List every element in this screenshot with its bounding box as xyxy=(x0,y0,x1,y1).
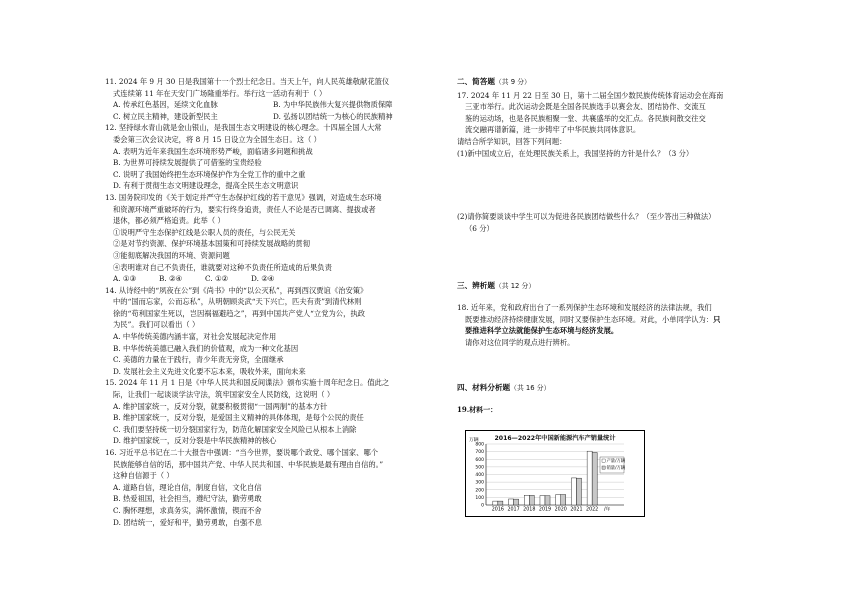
legend-label: 销量/万辆 xyxy=(606,466,626,471)
x-tick-label: 2017 xyxy=(507,507,520,513)
section-title: 二、简答题 xyxy=(457,77,495,86)
question-18 xyxy=(457,302,802,348)
y-tick-label: 200 xyxy=(475,488,484,494)
question-stem: 11. 2024 年 9 月 30 日是我国第十一个烈士纪念日。当天上午，向人民英雄敬献花篮仪 xyxy=(105,77,390,86)
option-c: C. 树立民主精神，建设新型民主 xyxy=(113,111,218,121)
sub-question-1: (1)新中国成立后，在处理民族关系上，我国坚持的方针是什么？（3 分） xyxy=(457,148,694,158)
question-claim: 要推进科学立法就能保护生态环境与经济发展。 xyxy=(465,326,619,336)
question-14 xyxy=(105,285,450,378)
option-d: D. ②④ xyxy=(251,274,275,284)
section-heading xyxy=(457,280,802,293)
option-d: D. 弘扬以团结统一为核心的民族精神 xyxy=(273,111,393,121)
question-stem: 鉴的运动场，也是各民族相聚一堂、共襄盛举的交汇点。各民族间散交往交 xyxy=(465,113,706,123)
option-a: A. 道路自信，理论自信，制度自信，文化自信 xyxy=(113,482,262,492)
bar-production xyxy=(556,495,561,505)
y-axis-label: 万辆 xyxy=(469,438,479,443)
chart-title: 2016—2022年中国新能源汽车产销量统计 xyxy=(494,435,616,442)
statement-1: ①说明严守生态保护红线是公职人员的责任，与公民无关 xyxy=(113,227,296,237)
x-tick-label: 2021 xyxy=(570,507,583,513)
question-stem: 际，让我们一起谈谈学法守法，筑牢国家安全人民防线，这说明（ ） xyxy=(113,390,335,400)
option-a: A. 维护国家统一，反对分裂，就要积极贯彻“一国两制”的基本方针 xyxy=(113,401,328,411)
x-tick-label: 2019 xyxy=(538,507,552,513)
question-stem: 13. 国务院印发的《关于划定并严守生态保护红线的若干意见》强调，对造成生态环境 xyxy=(105,192,382,202)
bar-sales xyxy=(561,495,566,505)
option-a: A. ①③ xyxy=(113,274,136,284)
option-c: C. ①② xyxy=(205,274,229,284)
question-16 xyxy=(105,447,450,528)
option-d: D. 发展社会主义先进文化要不忘本来，吸收外来，面向未来 xyxy=(113,366,306,376)
question-stem: 这种自信源于（ ） xyxy=(113,471,174,481)
bar-sales xyxy=(545,496,550,505)
chart-svg xyxy=(466,431,644,516)
y-tick-label: 400 xyxy=(475,473,484,479)
question-stem: 三亚市举行。此次运动会既是全国各民族选手以赛会友、团结协作、交流互 xyxy=(465,102,706,112)
stem-emphasis: 只 xyxy=(713,314,721,324)
section-heading xyxy=(457,382,802,395)
legend-swatch xyxy=(602,466,605,469)
option-b: B. ②④ xyxy=(159,274,183,284)
x-tick-label: 2022 xyxy=(586,507,599,513)
question-17 xyxy=(457,90,802,235)
y-tick-label: 500 xyxy=(475,465,484,471)
option-b: B. 维护国家统一，反对分裂，是爱国主义精神的具体体现，是每个公民的责任 xyxy=(113,413,364,423)
y-tick-label: 0 xyxy=(481,503,484,509)
question-stem: 为民”。我们可以看出（ ） xyxy=(113,320,200,330)
section-title: 三、辨析题 xyxy=(457,281,495,291)
question-stem xyxy=(457,314,802,326)
option-c: C. 说明了我国始终把生态环境保护作为全党工作的重中之重 xyxy=(113,169,306,179)
bar-sales xyxy=(576,478,581,505)
question-stem: 16. 习近平总书记在二十大报告中强调：“当今世界，要说哪个政党、哪个国家、哪个 xyxy=(105,448,379,457)
option-a: A. 中华传统美德内涵丰富，对社会发展起决定作用 xyxy=(113,332,277,342)
bar-sales xyxy=(592,452,597,505)
option-a: A. 表明为近年来我国生态环境形势严峻，面临诸多问题和挑战 xyxy=(113,146,313,156)
x-tick-label: 2018 xyxy=(523,507,536,513)
statement-4: ④表明谁对自己不负责任，谁就要对这种不负责任所造成的后果负责 xyxy=(113,262,332,272)
question-lead: 请结合所学知识，回答下列问题： xyxy=(457,136,567,146)
question-stem: 退休，都必须严格追责。此举（ ） xyxy=(113,216,225,226)
legend-swatch xyxy=(602,459,605,462)
bar-production xyxy=(571,478,576,505)
bar-production xyxy=(509,499,514,505)
statement-3: ③能彻底解决我国的环境、资源问题 xyxy=(113,250,230,260)
stem-text: 既要推动经济持续健康发展，同时又要保护生态环境。对此，小单同学认为： xyxy=(465,314,714,324)
question-stem: 徐的“苟利国家生死以，岂因祸福避趋之”，再到中国共产党人“立党为公，执政 xyxy=(113,308,365,318)
section-heading xyxy=(457,76,802,89)
question-stem: 17. 2024 年 11 月 22 日至 30 日，第十二届全国少数民族传统体育运动会在海南 xyxy=(457,90,724,100)
question-stem: 12. 坚持绿水青山就是金山银山，是我国生态文明建设的核心理念。十四届全国人大常 xyxy=(105,123,382,133)
y-tick-label: 700 xyxy=(475,450,484,456)
question-13 xyxy=(105,192,450,285)
section-points: （共 16 分） xyxy=(510,384,551,393)
bar-sales xyxy=(514,499,519,505)
answer-space xyxy=(457,159,802,211)
right-column xyxy=(457,76,802,416)
sales-chart xyxy=(465,430,645,517)
x-axis-unit: /年 xyxy=(604,507,611,513)
option-c: C. 美德的力量在于践行，青少年责无旁贷，全面继承 xyxy=(113,355,284,365)
left-column xyxy=(105,76,450,528)
option-d: D. 有利于贯彻生态文明建设理念，提高全民生态文明意识 xyxy=(113,181,299,191)
y-tick-label: 600 xyxy=(475,457,484,463)
bar-production xyxy=(587,451,592,505)
sub-question-2: (2)请你简要谈谈中学生可以为促进各民族团结做些什么？（至少答出三种做法） xyxy=(457,212,716,222)
option-b: B. 中华传统美德已融入我们的价值观，成为一种文化基因 xyxy=(113,343,299,353)
material-label: 19.材料一： xyxy=(457,404,498,414)
y-tick-label: 100 xyxy=(475,495,484,501)
option-d: D. 维护国家统一，反对分裂是中华民族精神的核心 xyxy=(113,436,277,446)
question-12 xyxy=(105,122,450,192)
answer-space xyxy=(457,234,802,280)
section-points: （共 9 分） xyxy=(494,78,531,86)
x-tick-label: 2020 xyxy=(554,507,567,513)
bar-sales xyxy=(498,501,503,505)
option-d: D. 团结统一，爱好和平，勤劳勇敢，自强不息 xyxy=(113,517,262,527)
option-a: A. 传承红色基因，延续文化血脉 xyxy=(113,100,218,110)
question-stem: 流交融再谱新篇，进一步铸牢了中华民族共同体意识。 xyxy=(465,125,641,135)
bar-production xyxy=(524,495,529,505)
question-15 xyxy=(105,377,450,447)
legend-label: 产量/万辆 xyxy=(606,459,626,464)
option-c: C. 我们要坚持统一切分裂国家行为，防范化解国家安全风险已从根本上消除 xyxy=(113,424,357,434)
option-c: C. 胸怀理想，求真务实，满怀激情，锲而不舍 xyxy=(113,505,262,515)
bar-production xyxy=(540,496,545,505)
option-row xyxy=(105,111,450,123)
option-b: B. 为世界可持续发展提供了可借鉴的宝贵经验 xyxy=(113,158,262,168)
question-stem: 民族能够自信的话，那中国共产党、中华人民共和国、中华民族是最有理由自信的。” xyxy=(113,459,384,469)
bar-production xyxy=(493,501,498,505)
question-instruction: 请你对这位同学的观点进行辨析。 xyxy=(465,337,575,347)
option-row xyxy=(105,273,450,285)
bar-sales xyxy=(529,495,534,505)
question-stem: 委会第三次会议决定，将 8 月 15 日设立为全国生态日。这（ ） xyxy=(113,134,321,144)
section-points: （共 12 分） xyxy=(494,282,536,291)
option-b: B. 热爱祖国，社会担当，遵纪守法，勤劳勇敢 xyxy=(113,494,262,504)
option-b: B. 为中华民族伟大复兴提供物质保障 xyxy=(273,100,393,110)
y-tick-label: 300 xyxy=(475,480,484,486)
answer-space xyxy=(457,348,802,382)
question-11 xyxy=(105,76,450,122)
question-stem: 14. 从诗经中的“夙夜在公”到《尚书》中的“以公灭私”，再到西汉贾谊《治安策》 xyxy=(105,285,368,295)
statement-2: ②是对节约资源、保护环境基本国策和可持续发展战略的贯彻 xyxy=(113,239,311,249)
x-tick-label: 2016 xyxy=(491,507,504,513)
y-tick-label: 800 xyxy=(475,442,484,448)
section-title: 四、材料分析题 xyxy=(457,383,511,393)
sub-question-2-points: （6 分） xyxy=(465,223,494,233)
question-stem: 18. 近年来，党和政府出台了一系列保护生态环境和发展经济的法律法规，我们 xyxy=(457,302,712,312)
question-stem: 式连续第 11 年在天安门广场隆重举行。举行这一活动有利于（ ） xyxy=(113,88,327,98)
question-stem: 和资源环境严重破坏的行为，要实行终身追责，责任人不论是否已调离、提拔或者 xyxy=(113,204,376,214)
question-stem: 中的“国而忘家，公而忘私”，从明朝顾炎武“天下兴亡，匹夫有责”到清代林则 xyxy=(113,297,362,307)
option-row xyxy=(105,99,450,111)
question-stem: 15. 2024 年 11 月 1 日是《中华人民共和国反间谍法》颁布实施十周年纪念日。值此之 xyxy=(105,378,390,388)
